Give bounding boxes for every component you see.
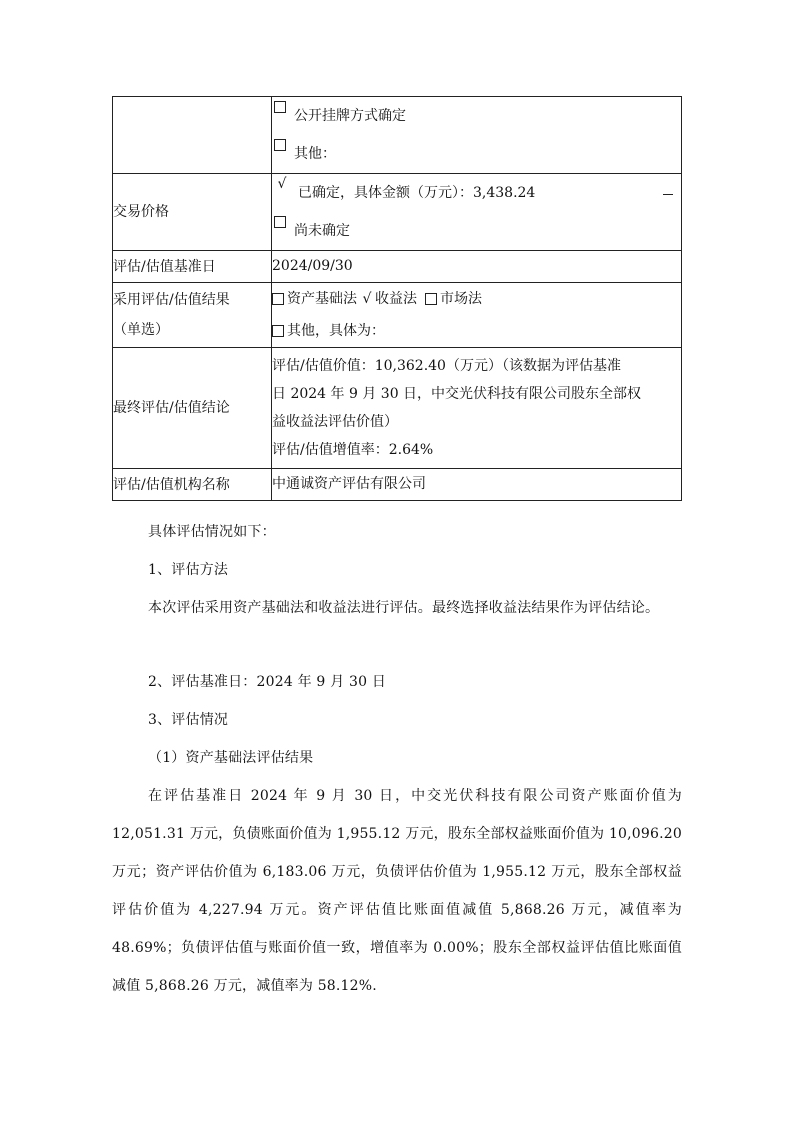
paragraph-asset-method-result: 在评估基准日 2024 年 9 月 30 日，中交光伏科技有限公司资产账面价值为 12,051.31 万元，负债账面价值为 1,955.12 万元，股东全部权益账面价值为 10,096.20 万元；资产评估价值为 6,183.06 万元，负债评估价值为 1,955.12 万元，股东全部权益评估价值为 4,227.94 万元。资产评估值比账面值减值 5,868.26 万元，减值率为 48.69%；负债评估值与账面价值一致，增值率为 0.00%；股东全部权益评估值比账面值减值 5,868.26 万元，减值率为 58.12%. — [112, 788, 682, 994]
table-row — [113, 469, 682, 501]
row-label-line: （单选） — [113, 322, 169, 338]
institution-name: 中通诚资产评估有限公司 — [272, 469, 682, 501]
table-row — [113, 97, 682, 174]
conclusion-line: 评估/估值价值：10,362.40（万元）（该数据为评估基准 — [272, 358, 621, 374]
paragraph-intro: 具体评估情况如下： — [148, 524, 276, 540]
option-public-listing — [272, 97, 681, 135]
check-mark-icon: √ — [277, 176, 287, 192]
row-label — [113, 283, 272, 348]
underline-mark — [663, 194, 673, 195]
option-label: 资产基础法 — [287, 291, 357, 307]
row-label: 交易价格 — [113, 174, 272, 251]
table-row — [113, 174, 682, 251]
row-label: 评估/估值机构名称 — [113, 469, 272, 501]
option-label: 其他： — [294, 146, 336, 162]
checkbox-unchecked — [425, 293, 437, 305]
option-label: 已确定，具体金额（万元）：3,438.24 — [298, 185, 536, 201]
row-label-line: 采用评估/估值结果 — [113, 292, 230, 308]
checkbox-unchecked — [274, 101, 286, 113]
transaction-info-table — [112, 96, 682, 501]
row-label: 最终评估/估值结论 — [113, 348, 272, 469]
checkbox-unchecked — [272, 293, 284, 305]
table-cell — [272, 97, 682, 174]
option-price-not-confirmed — [272, 212, 681, 250]
method-other — [272, 315, 681, 347]
option-label: 尚未确定 — [294, 223, 350, 239]
checkbox-unchecked — [274, 139, 286, 151]
check-mark-icon: √ — [362, 291, 372, 307]
option-label: 市场法 — [440, 291, 482, 307]
conclusion-line: 日 2024 年 9 月 30 日，中交光伏科技有限公司股东全部权 — [272, 386, 642, 402]
option-label: 其他，具体为： — [287, 323, 385, 339]
paragraph-method: 本次评估采用资产基础法和收益法进行评估。最终选择收益法结果作为评估结论。 — [148, 600, 660, 616]
table-row — [113, 283, 682, 348]
option-label: 收益法 — [375, 291, 417, 307]
heading-evaluation: 3、评估情况 — [148, 712, 229, 728]
heading-asset-method-result: （1）资产基础法评估结果 — [148, 750, 314, 766]
checkbox-unchecked — [274, 216, 286, 228]
heading-base-date: 2、评估基准日：2024 年 9 月 30 日 — [148, 674, 387, 690]
table-row — [113, 348, 682, 469]
table-cell — [272, 174, 682, 251]
table-cell — [272, 348, 682, 469]
option-other — [272, 135, 681, 173]
option-label: 公开挂牌方式确定 — [294, 108, 406, 124]
conclusion-line: 评估/估值增值率：2.64% — [272, 442, 434, 458]
table-row — [113, 251, 682, 283]
table-cell-empty — [113, 97, 272, 174]
base-date-value: 2024/09/30 — [272, 251, 682, 283]
conclusion-line: 益收益法评估价值） — [272, 414, 398, 430]
method-options — [272, 283, 681, 315]
table-cell — [272, 283, 682, 348]
heading-method: 1、评估方法 — [148, 562, 229, 578]
row-label: 评估/估值基准日 — [113, 251, 272, 283]
option-price-confirmed — [272, 174, 681, 212]
checkbox-unchecked — [272, 325, 284, 337]
